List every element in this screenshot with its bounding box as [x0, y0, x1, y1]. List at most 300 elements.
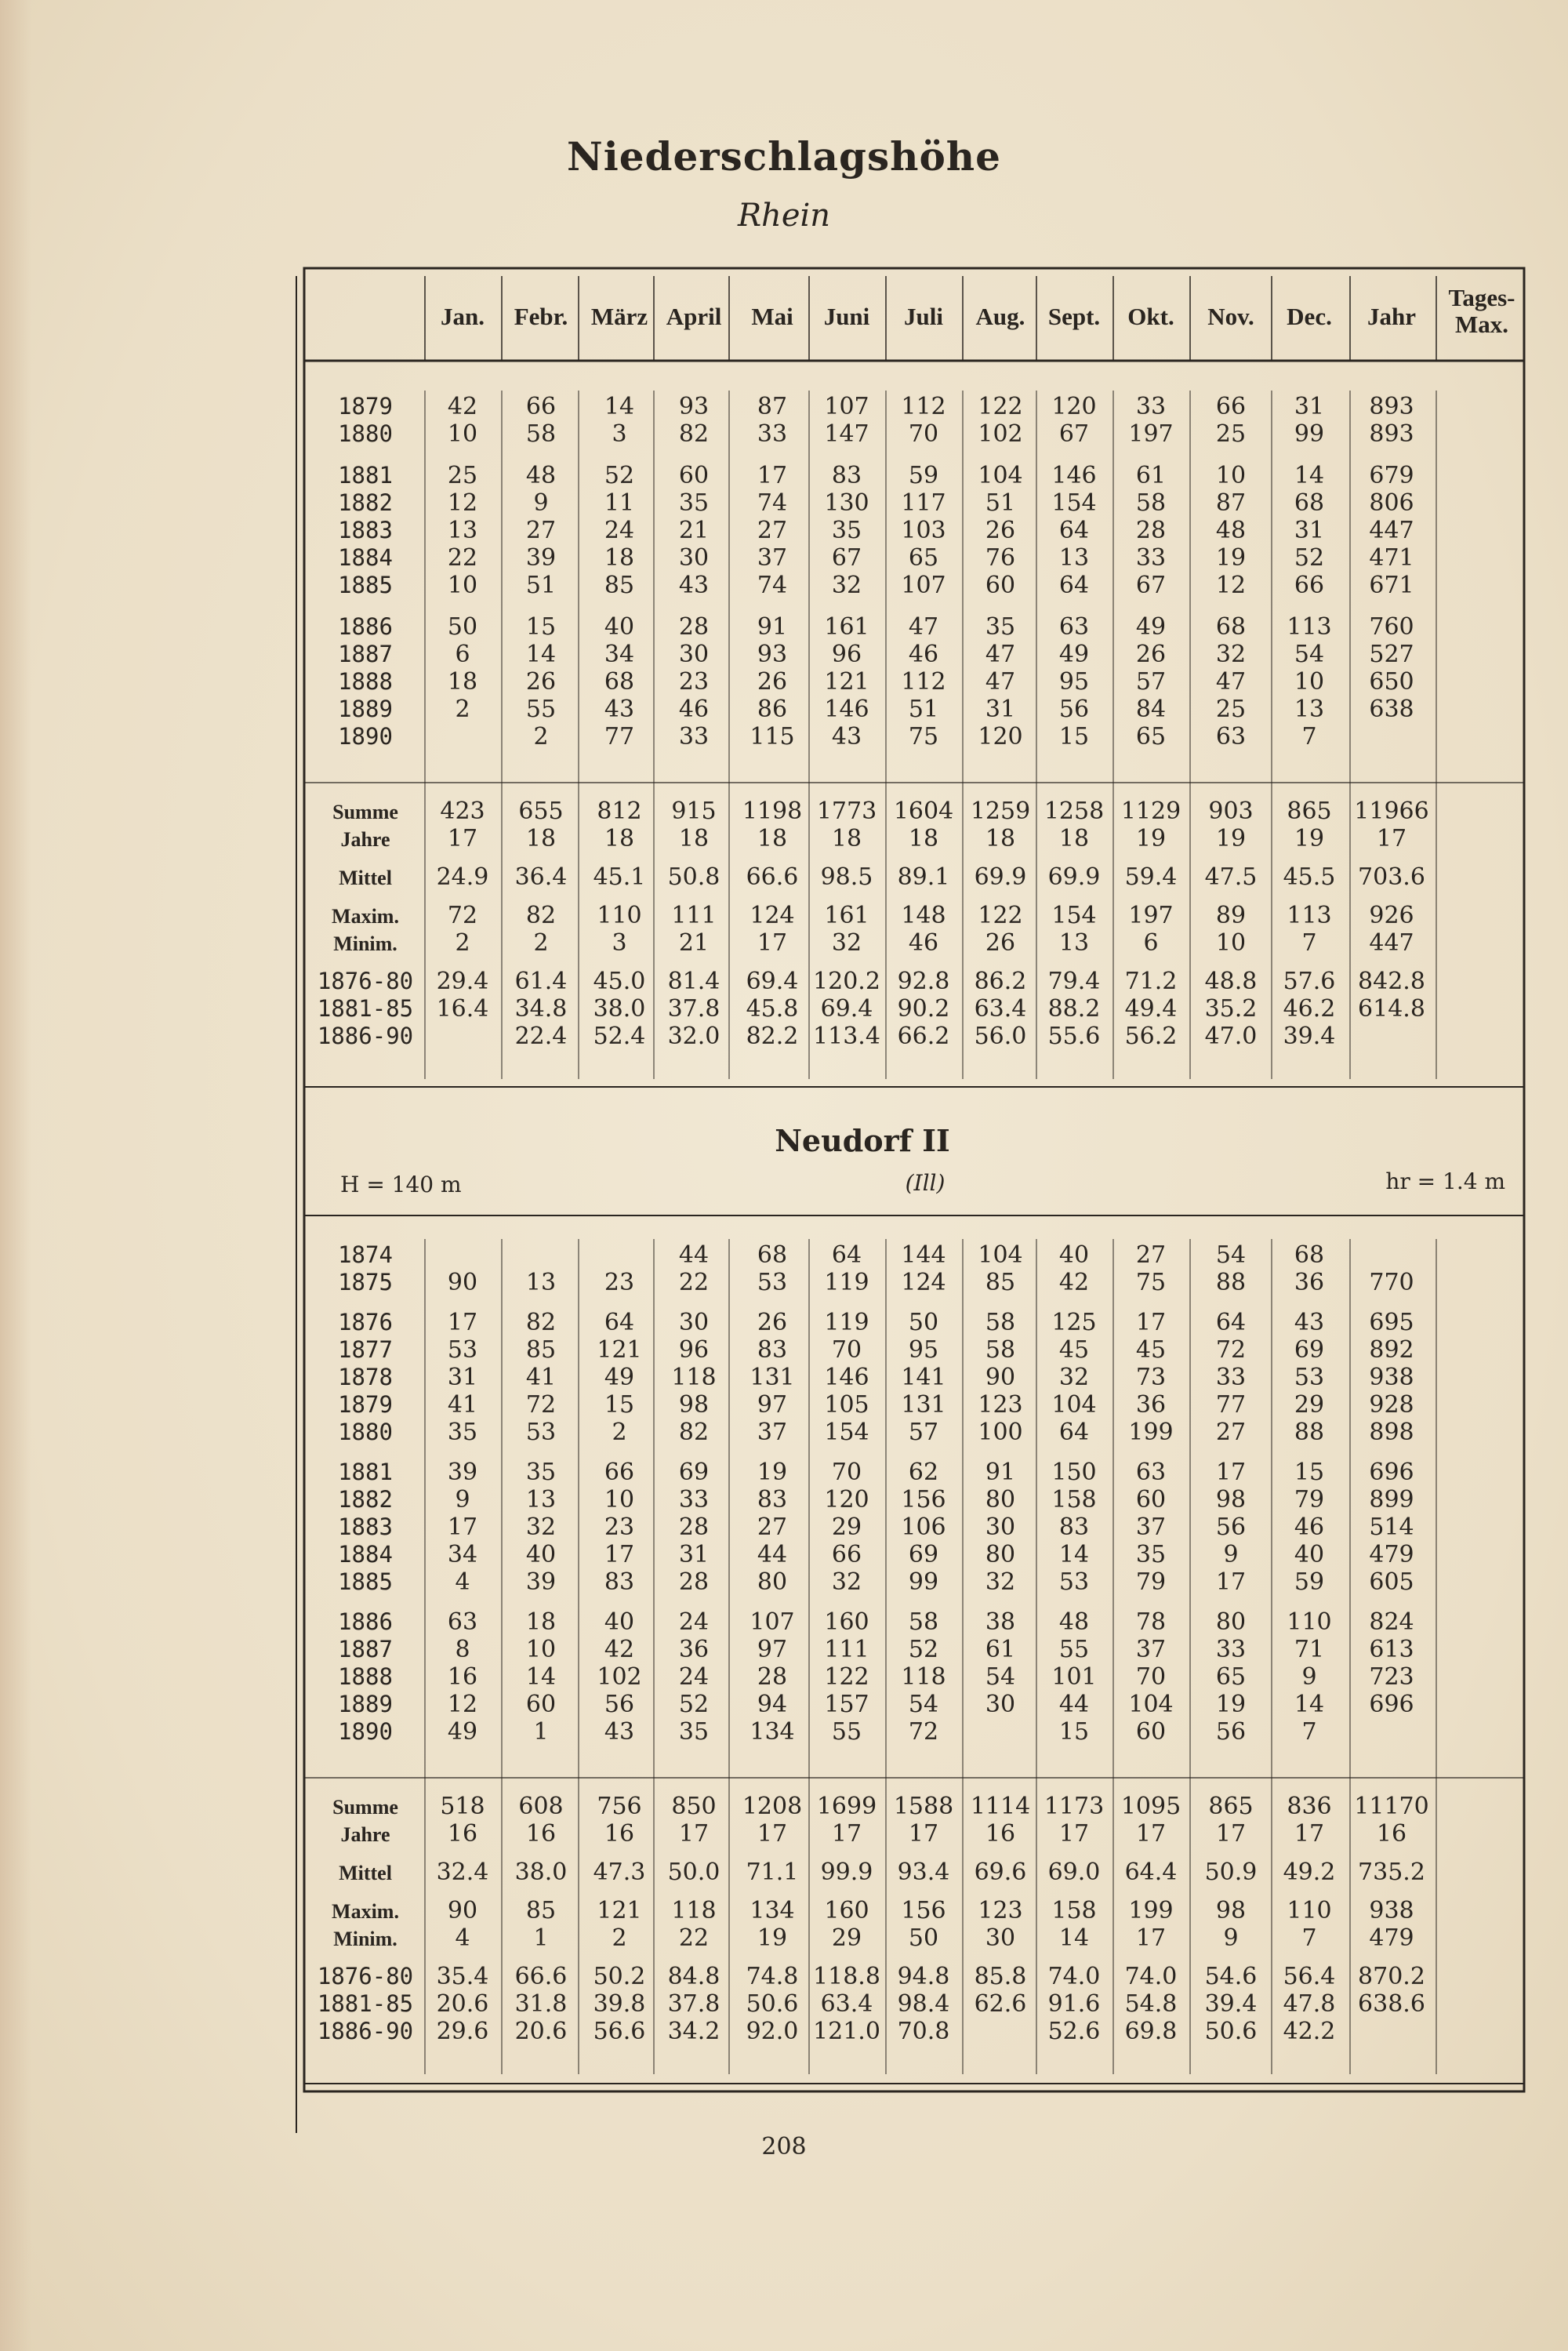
table-cell: 33 — [678, 723, 710, 750]
table-cell: 39 — [525, 544, 557, 572]
stat-cell: 865 — [1208, 1793, 1254, 1820]
table-cell: 83 — [1058, 1513, 1090, 1541]
table-cell: 17 — [447, 1513, 478, 1541]
stat-cell: 20.6 — [436, 1990, 489, 2018]
table-cell: 74 — [757, 572, 788, 599]
table-cell: 107 — [901, 572, 946, 599]
stat-cell: 90.2 — [897, 995, 950, 1023]
table-cell: 134 — [750, 1718, 795, 1746]
table-cell: 105 — [824, 1391, 869, 1419]
stat-cell: 69.4 — [820, 995, 873, 1023]
table-cell: 28 — [678, 1568, 710, 1596]
table-cell: 93 — [757, 641, 788, 668]
table-cell: 39 — [447, 1459, 478, 1486]
table-cell: 41 — [525, 1364, 557, 1391]
stat-cell: 54.8 — [1124, 1990, 1178, 2018]
stat-cell: 81.4 — [667, 968, 720, 995]
stat-cell: 24.9 — [436, 863, 489, 891]
table-cell: 68 — [604, 668, 635, 696]
stat-cell: 45.0 — [593, 968, 646, 995]
stat-cell: 69.9 — [1047, 863, 1101, 891]
table-cell: 37 — [757, 544, 788, 572]
table-cell: 80 — [985, 1486, 1016, 1513]
table-cell: 199 — [1128, 1419, 1174, 1446]
table-cell: 59 — [1294, 1568, 1325, 1596]
stat-cell: 850 — [671, 1793, 717, 1820]
header-sept: Sept. — [1047, 303, 1101, 330]
stat-cell: 18 — [831, 825, 862, 852]
table-cell: 68 — [1294, 489, 1325, 517]
table-cell: 47 — [985, 641, 1016, 668]
stat-cell: 29.6 — [436, 2018, 489, 2045]
stat-cell: 50.2 — [593, 1963, 646, 1990]
table-cell: 13 — [1294, 696, 1325, 723]
stat-cell: 21 — [678, 929, 710, 957]
table-cell: 14 — [525, 1663, 557, 1691]
table-cell: 70 — [831, 1459, 862, 1486]
table-cell: 32 — [831, 1568, 862, 1596]
table-cell: 31 — [1294, 517, 1325, 544]
stat-cell: 6 — [1143, 929, 1159, 957]
table-cell: 17 — [1215, 1568, 1247, 1596]
table-cell: 62 — [908, 1459, 939, 1486]
stat-cell: 423 — [440, 798, 485, 825]
table-cell: 54 — [985, 1663, 1016, 1691]
stat-cell: 93.4 — [897, 1859, 950, 1886]
table-cell: 30 — [985, 1513, 1016, 1541]
stat-label: 1876-80 — [317, 1963, 414, 1989]
stat-cell: 26 — [985, 929, 1016, 957]
table-cell: 24 — [678, 1663, 710, 1691]
table-cell: 31 — [447, 1364, 478, 1391]
stat-cell: 14 — [1058, 1924, 1090, 1952]
table-cell: 87 — [757, 393, 788, 420]
table-cell: 13 — [447, 517, 478, 544]
row-year: 1879 — [338, 393, 393, 420]
stat-cell: 1114 — [970, 1793, 1031, 1820]
stat-cell: 98.4 — [897, 1990, 950, 2018]
table-cell: 806 — [1369, 489, 1414, 517]
table-cell: 15 — [604, 1391, 635, 1419]
table-cell: 64 — [831, 1241, 862, 1269]
table-cell: 100 — [978, 1419, 1023, 1446]
table-cell: 31 — [985, 696, 1016, 723]
table-cell: 120 — [824, 1486, 869, 1513]
table-cell: 60 — [678, 462, 710, 489]
table-cell: 66 — [525, 393, 557, 420]
table-cell: 17 — [757, 462, 788, 489]
stat-cell: 842.8 — [1358, 968, 1425, 995]
table-cell: 49 — [1058, 641, 1090, 668]
header-okt: Okt. — [1127, 303, 1174, 330]
table-cell: 12 — [447, 1691, 478, 1718]
table-cell: 23 — [678, 668, 710, 696]
stat-cell: 63.4 — [974, 995, 1027, 1023]
table-cell: 58 — [525, 420, 557, 448]
table-cell: 54 — [908, 1691, 939, 1718]
row-year: 1885 — [338, 572, 393, 598]
stat-label: Jahre — [340, 828, 390, 851]
table-cell: 59 — [908, 462, 939, 489]
table-cell: 101 — [1051, 1663, 1097, 1691]
table-cell: 18 — [604, 544, 635, 572]
stat-cell: 17 — [757, 929, 788, 957]
table-cell: 141 — [901, 1364, 946, 1391]
stat-cell: 85 — [525, 1897, 557, 1924]
table-cell: 6 — [455, 641, 470, 668]
stat-cell: 134 — [750, 1897, 795, 1924]
table-cell: 43 — [831, 723, 862, 750]
table-cell: 72 — [908, 1718, 939, 1746]
stat-cell: 199 — [1128, 1897, 1174, 1924]
stat-cell: 79.4 — [1047, 968, 1101, 995]
stat-cell: 50.6 — [746, 1990, 799, 2018]
page-number: 208 — [761, 2133, 807, 2160]
table-cell: 96 — [678, 1336, 710, 1364]
table-cell: 4 — [455, 1568, 470, 1596]
table-cell: 146 — [824, 1364, 869, 1391]
row-year: 1889 — [338, 696, 393, 722]
table-cell: 16 — [447, 1663, 478, 1691]
table-cell: 70 — [831, 1336, 862, 1364]
table-cell: 197 — [1128, 420, 1174, 448]
stat-cell: 39.4 — [1283, 1023, 1336, 1050]
table-cell: 8 — [455, 1636, 470, 1663]
table-cell: 471 — [1369, 544, 1414, 572]
stat-cell: 756 — [597, 1793, 642, 1820]
table-cell: 898 — [1369, 1419, 1414, 1446]
table-cell: 131 — [750, 1364, 795, 1391]
stat-cell: 49.4 — [1124, 995, 1178, 1023]
header-juli: Juli — [904, 303, 943, 330]
table-cell: 37 — [1135, 1636, 1167, 1663]
stat-cell: 2 — [612, 1924, 627, 1952]
stat-cell: 74.0 — [1124, 1963, 1178, 1990]
table-cell: 14 — [1294, 462, 1325, 489]
table-cell: 60 — [1135, 1718, 1167, 1746]
stat-cell: 45.1 — [593, 863, 646, 891]
table-cell: 51 — [908, 696, 939, 723]
table-cell: 32 — [831, 572, 862, 599]
stat-cell: 82 — [525, 902, 557, 929]
stat-cell: 42.2 — [1283, 2018, 1336, 2045]
stat-cell: 50.9 — [1204, 1859, 1258, 1886]
table-cell: 50 — [908, 1309, 939, 1336]
table-cell: 10 — [447, 420, 478, 448]
stat-cell: 69.0 — [1047, 1859, 1101, 1886]
table-cell: 53 — [1294, 1364, 1325, 1391]
table-cell: 39 — [525, 1568, 557, 1596]
table-cell: 61 — [1135, 462, 1167, 489]
table-cell: 146 — [1051, 462, 1097, 489]
table-cell: 112 — [901, 393, 946, 420]
table-cell: 53 — [757, 1269, 788, 1296]
table-cell: 15 — [1058, 723, 1090, 750]
table-cell: 118 — [901, 1663, 946, 1691]
stat-cell: 39.4 — [1204, 1990, 1258, 2018]
table-cell: 83 — [757, 1336, 788, 1364]
stat-label: Summe — [332, 801, 398, 823]
stat-cell: 47.0 — [1204, 1023, 1258, 1050]
stat-cell: 19 — [1135, 825, 1167, 852]
table-cell: 85 — [604, 572, 635, 599]
table-cell: 52 — [678, 1691, 710, 1718]
stat-cell: 74.8 — [746, 1963, 799, 1990]
table-cell: 52 — [1294, 544, 1325, 572]
table-cell: 35 — [678, 1718, 710, 1746]
table-cell: 156 — [901, 1486, 946, 1513]
table-cell: 9 — [533, 489, 549, 517]
table-cell: 48 — [525, 462, 557, 489]
table-cell: 30 — [678, 1309, 710, 1336]
stat-cell: 47.3 — [593, 1859, 646, 1886]
table-cell: 83 — [831, 462, 862, 489]
stat-cell: 122 — [978, 902, 1023, 929]
table-cell: 82 — [525, 1309, 557, 1336]
table-cell: 22 — [447, 544, 478, 572]
table-cell: 86 — [757, 696, 788, 723]
stat-cell: 17 — [1376, 825, 1407, 852]
stat-cell: 92.0 — [746, 2018, 799, 2045]
table-cell: 58 — [1135, 489, 1167, 517]
stat-cell: 88.2 — [1047, 995, 1101, 1023]
table-cell: 72 — [525, 1391, 557, 1419]
table-cell: 527 — [1369, 641, 1414, 668]
table-cell: 120 — [1051, 393, 1097, 420]
row-year: 1882 — [338, 1486, 393, 1513]
stat-cell: 64.4 — [1124, 1859, 1178, 1886]
row-year: 1887 — [338, 641, 393, 667]
table-cell: 49 — [447, 1718, 478, 1746]
table-cell: 25 — [447, 462, 478, 489]
row-year: 1876 — [338, 1309, 393, 1335]
stat-cell: 38.0 — [514, 1859, 568, 1886]
row-year: 1884 — [338, 1541, 393, 1568]
page-title: Niederschlagshöhe — [567, 133, 1001, 180]
stat-cell: 62.6 — [974, 1990, 1027, 2018]
stat-cell: 91.6 — [1047, 1990, 1101, 2018]
stat-cell: 17 — [1058, 1820, 1090, 1848]
stat-cell: 19 — [1294, 825, 1325, 852]
table-cell: 68 — [757, 1241, 788, 1269]
table-cell: 671 — [1369, 572, 1414, 599]
stat-cell: 2 — [533, 929, 549, 957]
stat-cell: 69.8 — [1124, 2018, 1178, 2045]
stat-cell: 614.8 — [1358, 995, 1425, 1023]
table-cell: 118 — [671, 1364, 717, 1391]
table-cell: 104 — [1051, 1391, 1097, 1419]
table-cell: 54 — [1294, 641, 1325, 668]
stat-cell: 18 — [985, 825, 1016, 852]
table-cell: 37 — [757, 1419, 788, 1446]
stat-cell: 59.4 — [1124, 863, 1178, 891]
stat-cell: 124 — [750, 902, 795, 929]
row-year: 1888 — [338, 668, 393, 695]
stat-cell: 113.4 — [813, 1023, 880, 1050]
table-cell: 58 — [985, 1309, 1016, 1336]
stat-cell: 16 — [525, 1820, 557, 1848]
table-cell: 75 — [908, 723, 939, 750]
stat-cell: 1198 — [742, 798, 803, 825]
stat-cell: 32.0 — [667, 1023, 720, 1050]
table-cell: 26 — [985, 517, 1016, 544]
table-cell: 723 — [1369, 1663, 1414, 1691]
row-year: 1875 — [338, 1269, 393, 1295]
stat-cell: 52.4 — [593, 1023, 646, 1050]
table-cell: 98 — [678, 1391, 710, 1419]
table-cell: 13 — [1058, 544, 1090, 572]
table-cell: 2 — [612, 1419, 627, 1446]
table-cell: 9 — [455, 1486, 470, 1513]
table-cell: 32 — [1058, 1364, 1090, 1391]
table-cell: 80 — [757, 1568, 788, 1596]
stat-cell: 1259 — [970, 798, 1031, 825]
stat-cell: 18 — [1058, 825, 1090, 852]
table-cell: 40 — [1058, 1241, 1090, 1269]
table-cell: 60 — [525, 1691, 557, 1718]
table-cell: 124 — [901, 1269, 946, 1296]
table-cell: 64 — [604, 1309, 635, 1336]
table-cell: 106 — [901, 1513, 946, 1541]
stat-label: Summe — [332, 1796, 398, 1819]
table-cell: 28 — [678, 1513, 710, 1541]
stat-cell: 31.8 — [514, 1990, 568, 2018]
stat-cell: 9 — [1223, 1924, 1239, 1952]
stat-cell: 870.2 — [1358, 1963, 1425, 1990]
table-cell: 40 — [604, 1608, 635, 1636]
table-cell: 17 — [604, 1541, 635, 1568]
table-cell: 19 — [1215, 1691, 1247, 1718]
table-cell: 638 — [1369, 696, 1414, 723]
stat-cell: 66.6 — [514, 1963, 568, 1990]
stat-cell: 90 — [447, 1897, 478, 1924]
row-year: 1890 — [338, 723, 393, 750]
table-cell: 154 — [1051, 489, 1097, 517]
table-cell: 14 — [604, 393, 635, 420]
table-cell: 51 — [985, 489, 1016, 517]
table-cell: 30 — [985, 1691, 1016, 1718]
table-cell: 53 — [1058, 1568, 1090, 1596]
stat-cell: 57.6 — [1283, 968, 1336, 995]
table-cell: 104 — [1128, 1691, 1174, 1718]
table-cell: 91 — [985, 1459, 1016, 1486]
stat-label: Minim. — [333, 932, 397, 955]
stat-cell: 3 — [612, 929, 627, 957]
stat-cell: 34.8 — [514, 995, 568, 1023]
table-cell: 95 — [908, 1336, 939, 1364]
stat-cell: 17 — [447, 825, 478, 852]
stat-cell: 50.0 — [667, 1859, 720, 1886]
stat-cell: 608 — [518, 1793, 564, 1820]
table-cell: 65 — [908, 544, 939, 572]
stat-cell: 13 — [1058, 929, 1090, 957]
table-cell: 10 — [447, 572, 478, 599]
table-cell: 55 — [831, 1718, 862, 1746]
stat-cell: 121 — [597, 1897, 642, 1924]
table-cell: 479 — [1369, 1541, 1414, 1568]
stat-cell: 479 — [1369, 1924, 1414, 1952]
stat-cell: 19 — [1215, 825, 1247, 852]
stat-cell: 29.4 — [436, 968, 489, 995]
stat-cell: 703.6 — [1358, 863, 1425, 891]
table-cell: 117 — [901, 489, 946, 517]
table-cell: 760 — [1369, 613, 1414, 641]
table-cell: 122 — [978, 393, 1023, 420]
table-cell: 36 — [1294, 1269, 1325, 1296]
stat-cell: 36.4 — [514, 863, 568, 891]
table-cell: 33 — [1135, 544, 1167, 572]
stat-cell: 69.6 — [974, 1859, 1027, 1886]
table-cell: 1 — [533, 1718, 549, 1746]
row-year: 1889 — [338, 1691, 393, 1717]
stat-cell: 17 — [757, 1820, 788, 1848]
table-cell: 605 — [1369, 1568, 1414, 1596]
table-cell: 98 — [1215, 1486, 1247, 1513]
table-cell: 33 — [1135, 393, 1167, 420]
row-year: 1882 — [338, 489, 393, 516]
table-cell: 80 — [985, 1541, 1016, 1568]
table-cell: 119 — [824, 1309, 869, 1336]
row-year: 1877 — [338, 1336, 393, 1363]
stat-cell: 7 — [1301, 1924, 1317, 1952]
table-cell: 69 — [678, 1459, 710, 1486]
stat-cell: 865 — [1287, 798, 1332, 825]
stat-cell: 113 — [1287, 902, 1332, 929]
table-cell: 41 — [447, 1391, 478, 1419]
table-cell: 49 — [1135, 613, 1167, 641]
table-cell: 696 — [1369, 1459, 1414, 1486]
table-cell: 64 — [1058, 572, 1090, 599]
table-cell: 90 — [447, 1269, 478, 1296]
stat-label: Maxim. — [332, 1900, 399, 1923]
table-cell: 26 — [525, 668, 557, 696]
stat-cell: 22.4 — [514, 1023, 568, 1050]
header-nov: Nov. — [1207, 303, 1254, 330]
table-cell: 47 — [1215, 668, 1247, 696]
stat-cell: 35.4 — [436, 1963, 489, 1990]
table-cell: 57 — [1135, 668, 1167, 696]
row-year: 1881 — [338, 462, 393, 489]
stat-label: Maxim. — [332, 905, 399, 928]
table-cell: 37 — [1135, 1513, 1167, 1541]
table-cell: 111 — [824, 1636, 869, 1663]
table-cell: 770 — [1369, 1269, 1414, 1296]
stat-cell: 638.6 — [1358, 1990, 1425, 2018]
stat-cell: 111 — [671, 902, 717, 929]
table-cell: 99 — [908, 1568, 939, 1596]
stat-cell: 71.2 — [1124, 968, 1178, 995]
stat-cell: 98.5 — [820, 863, 873, 891]
table-cell: 44 — [757, 1541, 788, 1568]
table-cell: 56 — [1215, 1513, 1247, 1541]
table-cell: 24 — [604, 517, 635, 544]
table-cell: 19 — [757, 1459, 788, 1486]
table-cell: 97 — [757, 1636, 788, 1663]
stat-cell: 17 — [1135, 1924, 1167, 1952]
header-tages-max: Tages- — [1448, 284, 1515, 311]
table-cell: 48 — [1215, 517, 1247, 544]
stat-cell: 85.8 — [974, 1963, 1027, 1990]
stat-cell: 1129 — [1120, 798, 1181, 825]
stat-cell: 16 — [447, 1820, 478, 1848]
table-cell: 119 — [824, 1269, 869, 1296]
stat-cell: 66.6 — [746, 863, 799, 891]
stat-cell: 17 — [1294, 1820, 1325, 1848]
header-jahr: Jahr — [1367, 303, 1416, 330]
table-cell: 121 — [824, 668, 869, 696]
stat-cell: 89.1 — [897, 863, 950, 891]
table-cell: 99 — [1294, 420, 1325, 448]
